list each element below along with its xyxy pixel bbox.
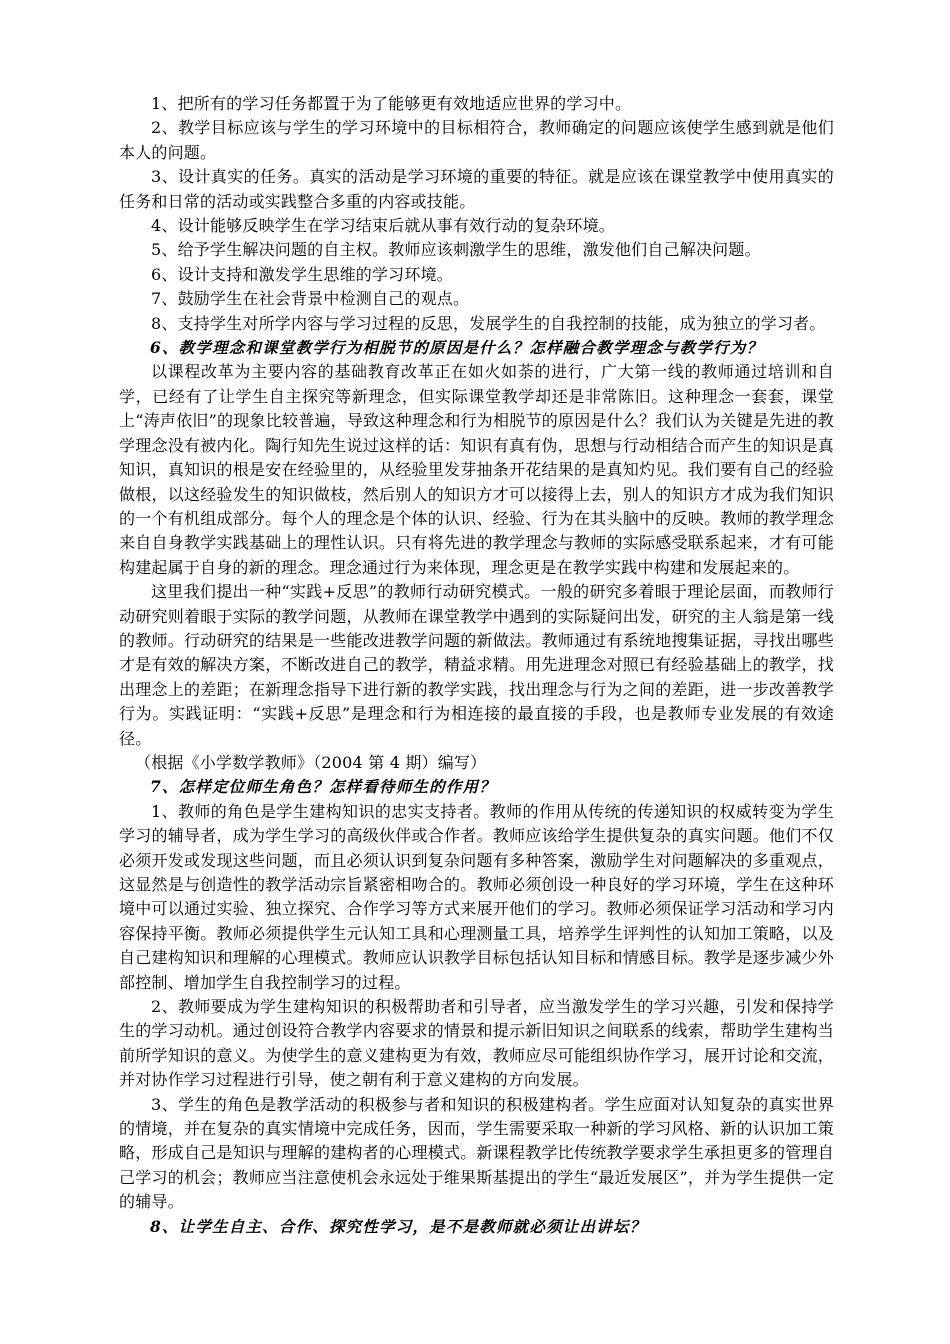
body-paragraph: 以课程改革为主要内容的基础教育改革正在如火如荼的进行，广大第一线的教师通过培训和自学，已经有了让学生自主探究等新理念，但实际课堂教学却还是非常陈旧。这种理念一套套，课堂上“涛声依旧”的现象比较普遍，导致这种理念和行为相脱节的原因是什么？我们认为关键是先进的教学理念没有被内化。陶行知先生说过这样的话：知识有真有伪，思想与行动相结合而产生的知识是真知识，真知识的根是安在经验里的，从经验里发芽抽条开花结果的是真知灼见。我们要有自己的经验做根，以这经验发生的知识做枝，然后别人的知识方才可以接得上去，别人的知识方才成为我们知识的一个有机组成部分。每个人的理念是个体的认识、经验、行为在其头脑中的反映。教师的教学理念来自自身教学实践基础上的理性认识。只有将先进的教学理念与教师的实际感受联系起来，才有可能构建起属于自身的新的理念。理念通过行为来体现，理念更是在教学实践中构建和发展起来的。 [119,362,834,577]
body-paragraph: 这里我们提出一种“实践+反思”的教师行动研究模式。一般的研究多着眼于理论层面，而教师行动研究则着眼于实际的教学问题，从教师在课堂教学中遇到的实际疑问出发，研究的主人翁是第一线的教师。行动研究的结果是一些能改进教学问题的新做法。教师通过有系统地搜集证据，寻找出哪些才是有效的解决方案，不断改进自己的教学，精益求精。用先进理念对照已有经验基础上的教学，找出理念上的差距；在新理念指导下进行新的教学实践，找出理念与行为之间的差距，进一步改善教学行为。实践证明：“实践+反思”是理念和行为相连接的最直接的手段，也是教师专业发展的有效途径。 [119,582,834,748]
list-item: 4、设计能够反映学生在学习结束后就从事有效行动的复杂环境。 [151,216,615,236]
body-paragraph: 2、教师要成为学生建构知识的积极帮助者和引导者，应当激发学生的学习兴趣，引发和保持学生的学习动机。通过创设符合教学内容要求的情景和提示新旧知识之间联系的线索，帮助学生建构当前所学知识的意义。为使学生的意义建构更为有效，教师应尽可能组织协作学习，展开讨论和交流，并对协作学习过程进行引导，使之朝有利于意义建构的方向发展。 [119,997,834,1090]
list-item: 5、给予学生解决问题的自主权。教师应该刺激学生的思维，激发他们自己解决问题。 [151,240,761,260]
list-item: 3、设计真实的任务。真实的活动是学习环境的重要的特征。就是应该在课堂教学中使用真实的任务和日常的活动或实践整合多重的内容或技能。 [119,167,834,211]
list-item: 8、支持学生对所学内容与学习过程的反思，发展学生的自我控制的技能，成为独立的学习者。 [151,313,826,333]
section-heading: 7、怎样定位师生角色？怎样看待师生的作用？ [150,777,496,797]
document-body [119,92,834,1239]
list-item: 2、教学目标应该与学生的学习环境中的目标相符合，教师确定的问题应该使学生感到就是他们本人的问题。 [119,118,834,162]
section-heading: 8、让学生自主、合作、探究性学习，是不是教师就必须让出讲坛？ [150,1216,647,1236]
list-item: 1、把所有的学习任务都置于为了能够更有效地适应世界的学习中。 [151,94,632,113]
body-paragraph: 3、学生的角色是教学活动的积极参与者和知识的积极建构者。学生应面对认知复杂的真实世界的情境，并在复杂的真实情境中完成任务，因而，学生需要采取一种新的学习风格、新的认识加工策略，形成自己是知识与理解的建构者的心理模式。新课程教学比传统教学要求学生承担更多的管理自己学习的机会；教师应当注意使机会永远处于维果斯基提出的学生“最近发展区”，并为学生提供一定的辅导。 [119,1094,834,1212]
list-item: 6、设计支持和激发学生思维的学习环境。 [151,264,453,284]
body-paragraph: 1、教师的角色是学生建构知识的忠实支持者。教师的作用从传统的传递知识的权威转变为学生学习的辅导者，成为学生学习的高级伙伴或合作者。教师应该给学生提供复杂的真实问题。他们不仅必须开发或发现这些问题，而且必须认识到复杂问题有多种答案，激励学生对问题解决的多重观点，这显然是与创造性的教学活动宗旨紧密相吻合的。教师必须创设一种良好的学习环境，学生在这种环境中可以通过实验、独立探究、合作学习等方式来展开他们的学习。教师必须保证学习活动和学习内容保持平衡。教师必须提供学生元认知工具和心理测量工具，培养学生评判性的认知加工策略，以及自己建构知识和理解的心理模式。教师应认识教学目标包括认知目标和情感目标。教学是逐步减少外部控制、增加学生自我控制学习的过程。 [119,801,834,992]
list-item: 7、鼓励学生在社会背景中检测自己的观点。 [151,289,470,309]
source-citation: （根据《小学数学教师》（2004 第 4 期）编写） [135,752,487,772]
section-heading: 6、教学理念和课堂教学行为相脱节的原因是什么？怎样融合教学理念与教学行为？ [150,338,764,358]
